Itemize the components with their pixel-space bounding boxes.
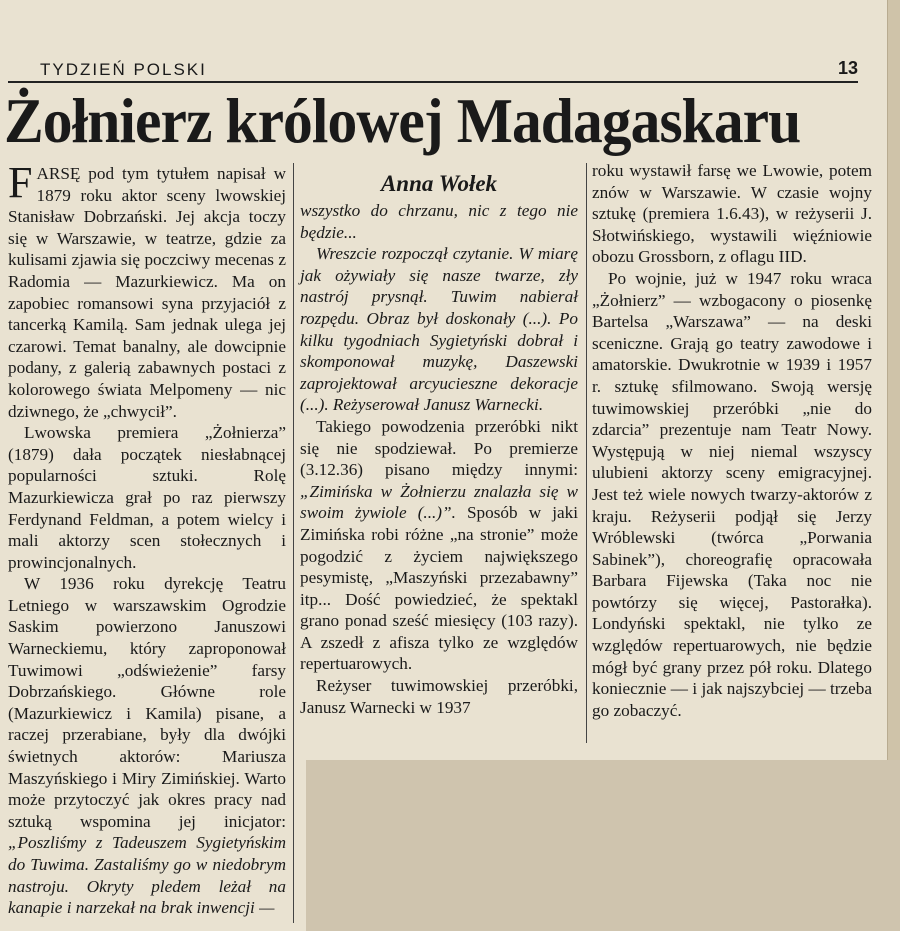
- quote-paragraph: wszystko do chrzanu, nic z tego nie będzie...: [300, 201, 578, 242]
- byline: Anna Wołek: [380, 171, 498, 196]
- paragraph: roku wystawił farsę we Lwowie, potem znów w Warszawie. W czasie wojny sztukę (premiera 1.6.43), w reżyserii J. Słotwińskiego, wystawili więźniowie obozu Grossborn, z oflagu IID.: [592, 161, 872, 267]
- page-number: 13: [837, 58, 858, 78]
- column-1: [8, 158, 286, 919]
- article-title: Żołnierz królowej Madagaskaru: [4, 85, 801, 156]
- quote-text: „Poszliśmy z Tadeuszem Sygietyńskim do Tuwima. Zastaliśmy go w niedobrym nastroju. Okryty pledem leżał na kanapie i narzekał na brak inwencji —: [8, 833, 286, 918]
- quote-text: „Zimińska w Żołnierzu znalazła się w swoim żywiole (...)”.: [300, 481, 578, 523]
- paragraph: [8, 158, 286, 422]
- column-divider: [586, 163, 587, 743]
- column-2: [300, 160, 578, 718]
- paragraph: [8, 573, 286, 919]
- paragraph: Lwowska premiera „Żołnierza” (1879) dała początek niesłabnącej popularności sztuki. Rolę Mazurkiewicza grał po raz pierwszy Ferdynand Feldman, a potem wielcy i mali aktorzy scen stołecznych i prowincjonalnych.: [8, 423, 286, 572]
- publication-name: TYDZIEŃ POLSKI: [40, 60, 207, 79]
- column-divider: [293, 163, 294, 923]
- column-3: [592, 160, 872, 721]
- paragraph: [300, 416, 578, 675]
- paragraph-text: W 1936 roku dyrekcję Teatru Letniego w warszawskim Ogrodzie Saskim powierzono Januszowi Warneckiemu, który zaproponował Tuwimowi „odświeżenie” farsy Dobrzańskiego. Główne role (Mazurkiewicz i Kamila) pisane, a raczej przerabiane, były dla dwójki świetnych aktorów: Mariusza Maszyńskiego i Miry Zimińskiej. Warto może przytoczyć jak okres pracy nad sztuką wspomina jej inicjator:: [8, 574, 286, 831]
- paragraph-text: Takiego powodzenia przeróbki nikt się nie spodziewał. Po premierze (3.12.36) pisano między innymi:: [300, 416, 578, 480]
- paragraph-text: ARSĘ pod tym tytułem napisał w 1879 roku aktor sceny lwowskiej Stanisław Dobrzański. Jej akcja toczy się w Warszawie, w teatrze, gdzie za kulisami zjawia się poczciwy mecenas z Radomia — Mazurkiewicz. Ma on zapobiec romansowi syna przyjaciół z tancerką Kamilą. Sam jednak ulega jej czarowi. Temat banalny, ale dowcipnie podany, z galerią zabawnych postaci z kolorowego świata Melpomeny — nic dziwnego, że „chwycił”.: [8, 164, 286, 421]
- quote-paragraph: Wreszcie rozpoczął czytanie. W miarę jak ożywiały się nasze twarze, zły nastrój prysnął. Tuwim nabierał rozpędu. Obraz był doskonały (...). Po kilku tygodniach Sygietyński dobrał i skomponował muzykę, Daszewski zaprojektował arcyucieszne dekoracje (...). Reżyserował Janusz Warnecki.: [300, 244, 578, 415]
- page-header: [40, 60, 858, 80]
- header-rule: [8, 81, 858, 83]
- blank-area: [306, 760, 900, 931]
- paragraph: Reżyser tuwimowskiej przeróbki, Janusz Warnecki w 1937: [300, 676, 578, 717]
- paragraph-text: Sposób w jaki Zimińska robi różne „na stronie” może pogodzić z życiem największego pesymistę, „Maszyński przezabawny” itp... Dość powiedzieć, że spektakl grano ponad sześć miesięcy (103 razy). A zszedł z afisza tylko ze względów repertuarowych.: [300, 503, 578, 674]
- drop-cap: F: [8, 158, 33, 207]
- paragraph: Po wojnie, już w 1947 roku wraca „Żołnierz” — wzbogacony o piosenkę Bartelsa „Warszawa” — na deski sceniczne. Grają go teatry zawodowe i amatorskie. Dwukrotnie w 1939 i 1957 r. sztukę sfilmowano. Swoją wersję tuwimowskiej przeróbki „nie do zdarcia” prezentuje nam Teatr Nowy. Występują w niej niemal wszyscy ulubieni aktorzy sceny emigracyjnej. Jest też wiele nowych twarzy-aktorów z kraju. Reżyserii podjął się Jerzy Wróblewski (twórca „Porwania Sabinek”), choreografię opracowała Barbara Fijewska (Taka noc nie powtórzy się więcej, Pastorałka). Londyński spektakl, nie tylko ze względów repertuarowych, nie będzie mógł być grany przez pół roku. Dlatego koniecznie — i jak najszybciej — trzeba go zobaczyć.: [592, 268, 872, 720]
